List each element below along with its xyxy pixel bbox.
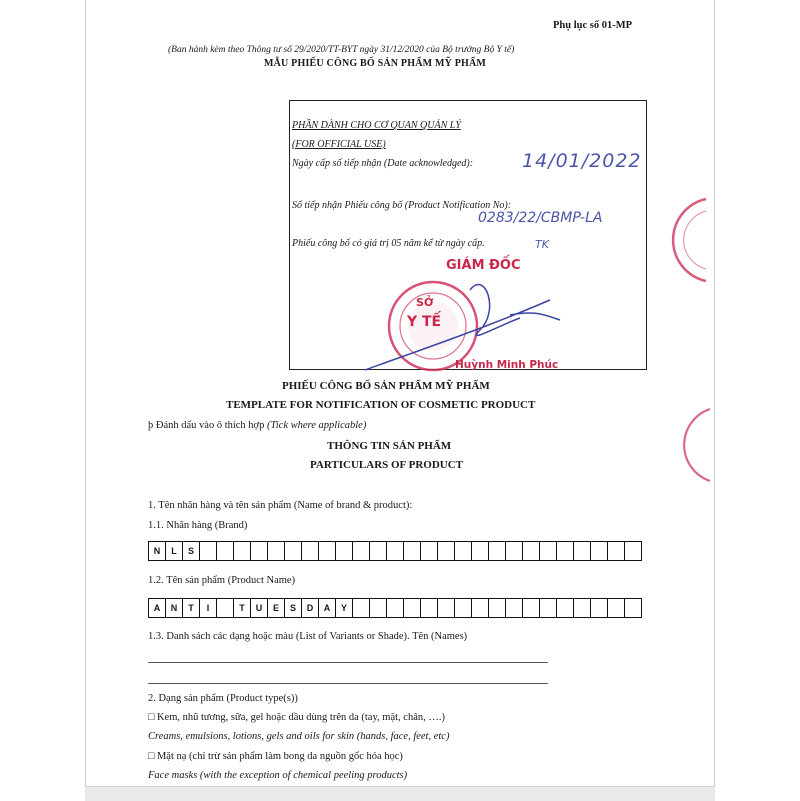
product-name-cell bbox=[404, 598, 421, 618]
product-name-cell: A bbox=[319, 598, 336, 618]
product-name-cell bbox=[387, 598, 404, 618]
section-title-en: PARTICULARS OF PRODUCT bbox=[310, 459, 464, 471]
issued-by-note: (Ban hành kèm theo Thông tư số 29/2020/TT-BYT ngày 31/12/2020 của Bộ trưởng Bộ Y tế) bbox=[168, 45, 515, 55]
question-1-3: 1.3. Danh sách các dạng hoặc màu (List of Variants or Shade). Tên (Names) bbox=[148, 631, 468, 642]
brand-cell bbox=[387, 541, 404, 561]
brand-cell bbox=[625, 541, 642, 561]
signature-icon bbox=[360, 270, 600, 380]
product-name-cell: I bbox=[200, 598, 217, 618]
brand-cell: S bbox=[183, 541, 200, 561]
validity-initials: TK bbox=[535, 238, 549, 251]
page-edge-left bbox=[85, 0, 86, 800]
official-heading-vi: PHẦN DÀNH CHO CƠ QUAN QUẢN LÝ bbox=[292, 120, 461, 131]
product-name-cell bbox=[438, 598, 455, 618]
tick-note-en: (Tick where applicable) bbox=[267, 420, 367, 431]
variants-line-2 bbox=[148, 683, 548, 684]
form-title: MẪU PHIẾU CÔNG BỐ SẢN PHẨM MỸ PHẨM bbox=[264, 58, 487, 69]
product-name-cell bbox=[472, 598, 489, 618]
brand-cell bbox=[489, 541, 506, 561]
option-creams-vi: □ Kem, nhũ tương, sữa, gel hoặc dầu dùng trên da (tay, mặt, chân, ….) bbox=[148, 712, 445, 723]
product-name-cell: U bbox=[251, 598, 268, 618]
brand-cell bbox=[472, 541, 489, 561]
product-name-cell bbox=[353, 598, 370, 618]
brand-cell bbox=[438, 541, 455, 561]
notification-title-vi: PHIẾU CÔNG BỐ SẢN PHẨM MỸ PHẨM bbox=[282, 380, 490, 392]
brand-cell bbox=[217, 541, 234, 561]
product-name-cell bbox=[455, 598, 472, 618]
brand-cell bbox=[353, 541, 370, 561]
question-1-1: 1.1. Nhãn hàng (Brand) bbox=[148, 520, 248, 531]
brand-cell bbox=[506, 541, 523, 561]
seal-text-bottom: Y TẾ bbox=[407, 314, 442, 330]
product-name-cell: S bbox=[285, 598, 302, 618]
product-name-cell bbox=[574, 598, 591, 618]
brand-cell bbox=[319, 541, 336, 561]
brand-cell bbox=[285, 541, 302, 561]
option-masks-en: Face masks (with the exception of chemical peeling products) bbox=[148, 770, 408, 781]
product-name-cell bbox=[608, 598, 625, 618]
product-name-cell: T bbox=[183, 598, 200, 618]
product-name-cell bbox=[591, 598, 608, 618]
notification-title-en: TEMPLATE FOR NOTIFICATION OF COSMETIC PRODUCT bbox=[226, 399, 536, 411]
brand-cell: N bbox=[149, 541, 166, 561]
question-1-2: 1.2. Tên sản phẩm (Product Name) bbox=[148, 575, 296, 586]
product-name-cell bbox=[489, 598, 506, 618]
brand-grid bbox=[148, 541, 642, 561]
brand-cell bbox=[404, 541, 421, 561]
product-name-cell bbox=[540, 598, 557, 618]
brand-cell bbox=[523, 541, 540, 561]
page-edge-right bbox=[714, 0, 715, 800]
brand-cell bbox=[251, 541, 268, 561]
product-name-cell bbox=[370, 598, 387, 618]
brand-cell bbox=[574, 541, 591, 561]
product-name-cell bbox=[506, 598, 523, 618]
notification-number-value: 0283/22/CBMP-LA bbox=[478, 210, 603, 226]
section-title-vi: THÔNG TIN SẢN PHẨM bbox=[327, 440, 452, 452]
validity-label: Phiếu công bố có giá trị 05 năm kể từ ngày cấp. bbox=[292, 238, 485, 249]
side-seal-icon bbox=[668, 195, 708, 285]
product-name-cell: A bbox=[149, 598, 166, 618]
brand-cell bbox=[557, 541, 574, 561]
brand-cell bbox=[591, 541, 608, 561]
product-name-cell bbox=[421, 598, 438, 618]
brand-cell bbox=[268, 541, 285, 561]
question-2: 2. Dạng sản phẩm (Product type(s)) bbox=[148, 693, 298, 704]
product-name-grid bbox=[148, 598, 642, 618]
brand-cell: L bbox=[166, 541, 183, 561]
brand-cell bbox=[200, 541, 217, 561]
product-name-cell bbox=[625, 598, 642, 618]
product-name-cell: Y bbox=[336, 598, 353, 618]
tick-note-vi: þ Đánh dấu vào ô thích hợp bbox=[148, 420, 265, 431]
page-bottom-strip bbox=[85, 786, 715, 801]
brand-cell bbox=[421, 541, 438, 561]
brand-cell bbox=[234, 541, 251, 561]
side-seal-icon-2 bbox=[680, 405, 710, 485]
seal-text-top: SỞ bbox=[416, 296, 434, 309]
product-name-cell bbox=[523, 598, 540, 618]
product-name-cell: E bbox=[268, 598, 285, 618]
brand-cell bbox=[540, 541, 557, 561]
brand-cell bbox=[608, 541, 625, 561]
date-acknowledged-value: 14/01/2022 bbox=[522, 150, 642, 172]
director-title: GIÁM ĐỐC bbox=[446, 258, 521, 273]
product-name-cell: D bbox=[302, 598, 319, 618]
brand-cell bbox=[302, 541, 319, 561]
product-name-cell bbox=[217, 598, 234, 618]
product-name-cell bbox=[557, 598, 574, 618]
variants-line-1 bbox=[148, 662, 548, 663]
option-masks-vi: □ Mặt nạ (chỉ trừ sản phẩm làm bong da nguồn gốc hóa học) bbox=[148, 751, 403, 762]
signer-name: Huỳnh Minh Phúc bbox=[455, 359, 559, 371]
product-name-cell: T bbox=[234, 598, 251, 618]
option-creams-en: Creams, emulsions, lotions, gels and oils for skin (hands, face, feet, etc) bbox=[148, 731, 450, 742]
product-name-cell: N bbox=[166, 598, 183, 618]
brand-cell bbox=[455, 541, 472, 561]
date-acknowledged-label: Ngày cấp số tiếp nhận (Date acknowledged): bbox=[292, 158, 474, 169]
appendix-number: Phụ lục số 01-MP bbox=[553, 20, 633, 31]
notification-number-label: Số tiếp nhận Phiếu công bố (Product Notification No): bbox=[292, 200, 512, 211]
official-heading-en: (FOR OFFICIAL USE) bbox=[292, 139, 386, 150]
brand-cell bbox=[336, 541, 353, 561]
tick-note bbox=[148, 420, 366, 431]
brand-cell bbox=[370, 541, 387, 561]
question-1: 1. Tên nhãn hàng và tên sản phẩm (Name of brand & product): bbox=[148, 500, 413, 511]
